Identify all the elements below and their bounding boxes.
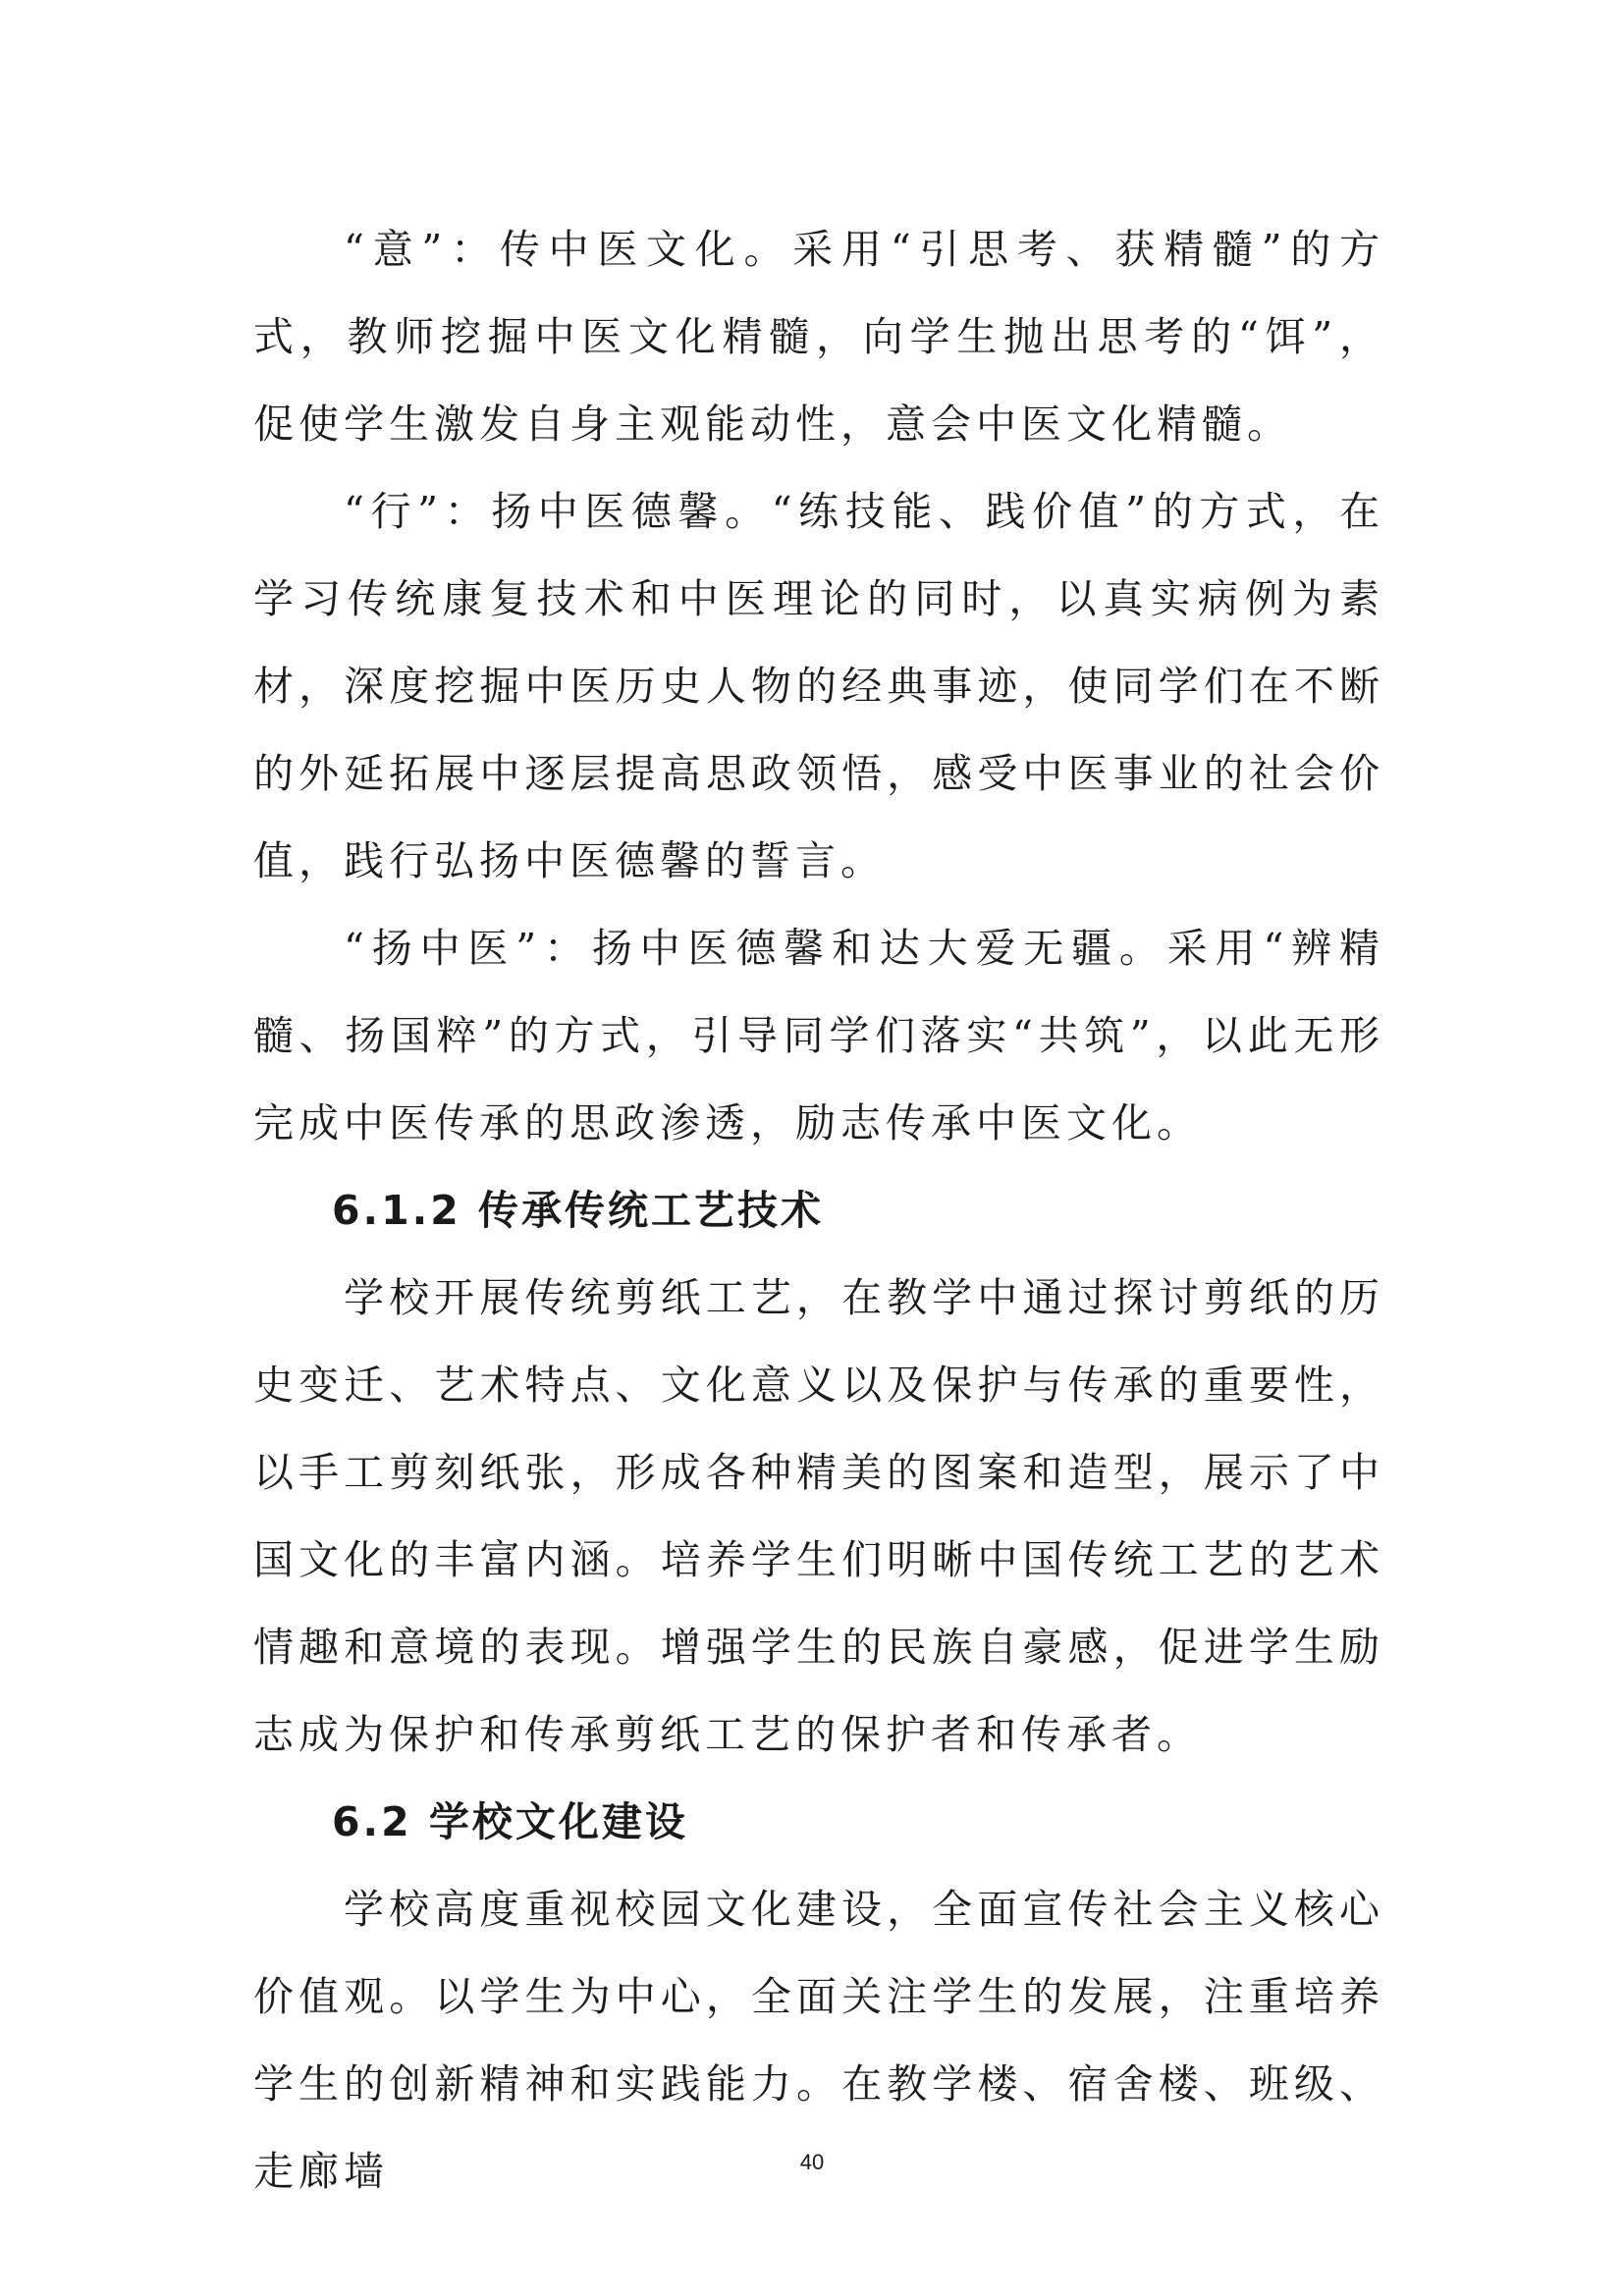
paragraph-yang-zhongyi: “扬中医”：扬中医德馨和达大爱无疆。采用“辨精髓、扬国粹”的方式，引导同学们落实“共筑”，以此无形完成中医传承的思政渗透，励志传承中医文化。 [253,925,1384,1147]
document-body [253,206,1384,2216]
section-heading-6-2: 6.2 学校文化建设 [332,1798,688,1845]
section-heading-6-1-2: 6.1.2 传承传统工艺技术 [332,1187,825,1234]
paragraph-xing: “行”：扬中医德馨。“练技能、践价值”的方式，在学习传统康复技术和中医理论的同时，以真实病例为素材，深度挖掘中医历史人物的经典事迹，使同学们在不断的外延拓展中逐层提高思政领悟，感受中医事业的社会价值，践行弘扬中医德馨的誓言。 [253,488,1384,884]
paragraph-yi: “意”：传中医文化。采用“引思考、获精髓”的方式，教师挖掘中医文化精髓，向学生抛出思考的“饵”，促使学生激发自身主观能动性，意会中医文化精髓。 [253,226,1384,448]
paragraph-campus-culture: 学校高度重视校园文化建设，全面宣传社会主义核心价值观。以学生为中心，全面关注学生的发展，注重培养学生的创新精神和实践能力。在教学楼、宿舍楼、班级、走廊墙 [253,1886,1384,2195]
paragraph-paper-cutting: 学校开展传统剪纸工艺，在教学中通过探讨剪纸的历史变迁、艺术特点、文化意义以及保护与传承的重要性，以手工剪刻纸张，形成各种精美的图案和造型，展示了中国文化的丰富内涵。培养学生们明晰中国传统工艺的艺术情趣和意境的表现。增强学生的民族自豪感，促进学生励志成为保护和传承剪纸工艺的保护者和传承者。 [253,1274,1384,1758]
page-number: 40 [799,2150,825,2174]
